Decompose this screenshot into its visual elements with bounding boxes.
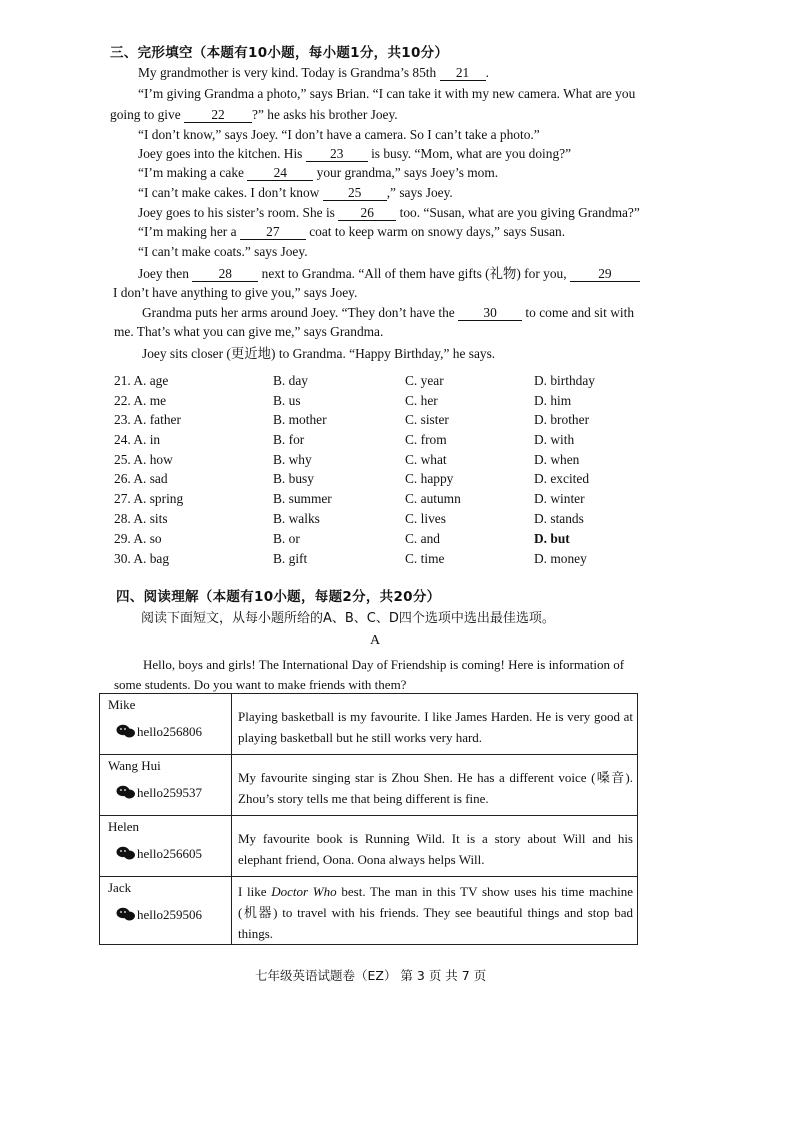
cloze-line: Grandma puts her arms around Joey. “They don’t have the 30 to come and sit with: [142, 305, 635, 320]
table-row: [100, 816, 638, 877]
cloze-line: My grandmother is very kind. Today is Grandma’s 85th 21 .: [138, 65, 489, 80]
passage-label: A: [370, 633, 381, 648]
cloze-line: “I can’t make cakes. I don’t know 25 ,” says Joey.: [138, 185, 453, 200]
option-row: 29. A. so B. or C. and D. but: [114, 531, 570, 546]
wechat-icon: [116, 846, 136, 860]
student-description: Playing basketball is my favourite. I like James Harden. He is very good at playing basketball but he still works very hard.: [232, 694, 638, 755]
blank-number: 22: [211, 107, 225, 122]
blank-number: 30: [483, 305, 497, 320]
cloze-line: Joey then 28 next to Grandma. “All of them have gifts (礼物) for you, 29: [138, 263, 640, 282]
student-cell: [100, 755, 232, 816]
cloze-line: “I don’t know,” says Joey. “I don’t have a camera. So I can’t take a photo.”: [138, 127, 540, 142]
wechat-id: hello259506: [116, 907, 202, 923]
blank-number: 25: [347, 185, 362, 200]
reading-instruction: 阅读下面短文，从每小题所给的A、B、C、D四个选项中选出最佳选项。: [141, 611, 555, 626]
option-row: 23. A. father B. mother C. sister D. brother: [114, 412, 590, 427]
cloze-line: “I’m making her a 27 coat to keep warm on snowy days,” says Susan.: [138, 224, 566, 239]
option-row: 30. A. bag B. gift C. time D. money: [114, 551, 587, 566]
wechat-id: hello256806: [116, 724, 202, 740]
table-row: [100, 755, 638, 816]
section-3-title: 三、完形填空（本题有10小题，每小题1分，共10分）: [110, 45, 449, 61]
student-name: Mike: [108, 697, 136, 712]
cloze-line: I don’t have anything to give you,” says Joey.: [113, 285, 358, 300]
student-description: I like Doctor Who best. The man in this TV show uses his time machine (机器) to travel with his friends. They see beautiful things and stop bad things.: [232, 877, 638, 945]
cloze-line: Joey goes into the kitchen. His 23 is busy. “Mom, what are you doing?”: [138, 146, 572, 161]
student-cell: [100, 694, 232, 755]
cloze-line: going to give 22 ?” he asks his brother Joey.: [110, 107, 398, 122]
blank-number: 23: [330, 146, 344, 161]
student-cell: [100, 816, 232, 877]
blank-number: 24: [273, 165, 287, 180]
section-4-title: 四、阅读理解（本题有10小题，每题2分，共20分）: [116, 589, 441, 605]
blank-number: 21: [455, 65, 470, 80]
cloze-line: Joey sits closer (更近地) to Grandma. “Happy Birthday,” he says.: [142, 346, 496, 361]
student-description: My favourite book is Running Wild. It is a story about Will and his elephant friend, Oona. Oona always helps Will.: [232, 816, 638, 877]
show-title: Doctor Who: [271, 884, 337, 899]
option-row: 21. A. age B. day C. year D. birthday: [114, 373, 595, 388]
table-row: [100, 694, 638, 755]
cloze-line: “I’m giving Grandma a photo,” says Brian. “I can take it with my new camera. What are you: [138, 86, 636, 101]
student-name: Helen: [108, 819, 140, 834]
option-row: 26. A. sad B. busy C. happy D. excited: [114, 471, 590, 486]
cloze-line: “I’m making a cake 24 your grandma,” says Joey’s mom.: [138, 165, 499, 180]
passage-intro: Hello, boys and girls! The International Day of Friendship is coming! Here is information of: [143, 657, 625, 672]
blank-number: 29: [598, 266, 612, 281]
wechat-id: hello259537: [116, 785, 202, 801]
student-cell: [100, 877, 232, 945]
student-info-table: [99, 693, 638, 945]
passage-intro: some students. Do you want to make friends with them?: [114, 677, 407, 692]
student-name: Wang Hui: [108, 758, 161, 773]
wechat-icon: [116, 907, 136, 921]
option-row: 24. A. in B. for C. from D. with: [114, 432, 575, 447]
blank-number: 27: [266, 224, 280, 239]
wechat-icon: [116, 724, 136, 738]
option-row: 25. A. how B. why C. what D. when: [114, 452, 580, 467]
wechat-id: hello256605: [116, 846, 202, 862]
blank-number: 26: [360, 205, 374, 220]
page-footer: 七年级英语试题卷（EZ） 第 3 页 共 7 页: [255, 968, 487, 983]
wechat-icon: [116, 785, 136, 799]
option-row: 28. A. sits B. walks C. lives D. stands: [114, 511, 584, 526]
table-row: [100, 877, 638, 945]
cloze-line: Joey goes to his sister’s room. She is 26 too. “Susan, what are you giving Grandma?”: [138, 205, 640, 220]
student-name: Jack: [108, 880, 132, 895]
student-description: My favourite singing star is Zhou Shen. He has a different voice (嗓音). Zhou’s story tells me that being different is fine.: [232, 755, 638, 816]
option-row: 27. A. spring B. summer C. autumn D. winter: [114, 491, 585, 506]
option-row: 22. A. me B. us C. her D. him: [114, 393, 572, 408]
blank-number: 28: [218, 266, 232, 281]
cloze-line: “I can’t make coats.” says Joey.: [138, 244, 308, 259]
cloze-line: me. That’s what you can give me,” says Grandma.: [114, 324, 384, 339]
